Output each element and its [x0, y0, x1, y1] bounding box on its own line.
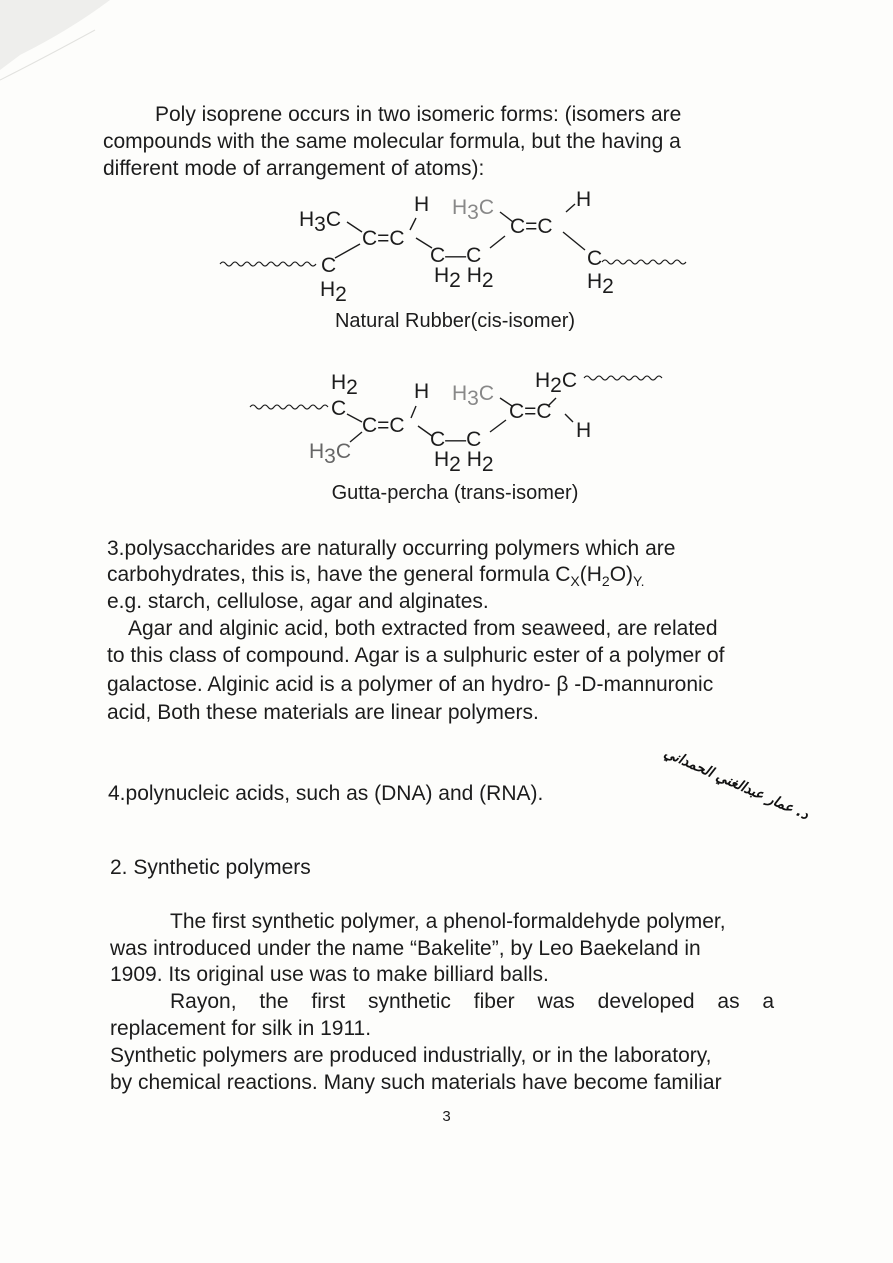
intro-line-1: Poly isoprene occurs in two isomeric forms: (isomers are — [155, 103, 682, 126]
c-eq-c-1: C=C — [362, 414, 405, 437]
polysaccharides-line-1: 3.polysaccharides are naturally occurring polymers which are — [107, 537, 676, 560]
bond — [350, 432, 362, 442]
h3c-low: H3C — [309, 440, 352, 468]
h2-mid: H2 H2 — [434, 448, 494, 476]
gutta-percha-structure — [0, 0, 893, 500]
synthetic-p1-line-3: 1909. Its original use was to make billiard balls. — [110, 963, 549, 986]
page-number: 3 — [442, 1108, 451, 1125]
handwritten-signature: د. عمار عبدالغني الحمداني — [661, 745, 811, 824]
c-eq-c-1: C=C — [362, 227, 405, 250]
agar-line-3: galactose. Alginic acid is a polymer of an hydro- β -D-mannuronic — [107, 673, 714, 696]
c-right: C — [587, 247, 603, 270]
agar-line-4: acid, Both these materials are linear polymers. — [107, 701, 539, 724]
h-right: H — [576, 419, 592, 442]
polysaccharides-line-2: carbohydrates, this is, have the general formula $C_X(H_2O)_{Y.}$ — [107, 563, 645, 590]
c-c: C—C — [430, 428, 482, 451]
synthetic-p3-line-1: Synthetic polymers are produced industrially, or in the laboratory, — [110, 1044, 712, 1067]
synthetic-p1-line-2: was introduced under the name “Bakelite”, by Leo Baekeland in — [110, 937, 701, 960]
h3c-mid: H3C — [452, 382, 495, 410]
intro-line-3: different mode of arrangement of atoms): — [103, 157, 485, 180]
c-left: C — [331, 397, 347, 420]
wavy-chain-right — [584, 376, 662, 380]
h-top: H — [414, 380, 430, 403]
h2-left: H2 — [320, 278, 347, 306]
c-left: C — [321, 254, 337, 277]
agar-line-1: Agar and alginic acid, both extracted from seaweed, are related — [128, 617, 718, 640]
bond — [490, 420, 506, 432]
synthetic-p3-line-2: by chemical reactions. Many such materials have become familiar — [110, 1071, 722, 1094]
c-eq-c-2: C=C — [510, 215, 553, 238]
synthetic-p2-line-2: replacement for silk in 1911. — [110, 1017, 372, 1040]
h-right: H — [576, 188, 592, 211]
h3c-mid: H3C — [452, 196, 495, 224]
h2-mid: H2 H2 — [434, 264, 494, 292]
h3c-left: H3C — [299, 208, 342, 236]
intro-line-2: compounds with the same molecular formula, but the having a — [103, 130, 681, 153]
h-top: H — [414, 193, 430, 216]
bond — [411, 406, 416, 418]
synthetic-heading: 2. Synthetic polymers — [110, 856, 311, 879]
h2-right: H2 — [587, 270, 614, 298]
natural-rubber-caption: Natural Rubber(cis-isomer) — [334, 310, 576, 332]
polysaccharides-line-3: e.g. starch, cellulose, agar and alginates. — [107, 590, 489, 613]
c-eq-c-2: C=C — [509, 400, 552, 423]
c-c: C—C — [430, 244, 482, 267]
synthetic-p1-line-1: The first synthetic polymer, a phenol-formaldehyde polymer, — [170, 910, 726, 933]
bond — [565, 414, 573, 422]
h2-top-left: H2 — [331, 371, 358, 399]
h2c-right: H2C — [535, 369, 578, 397]
agar-line-2: to this class of compound. Agar is a sulphuric ester of a polymer of — [107, 644, 725, 667]
polynucleic-line: 4.polynucleic acids, such as (DNA) and (RNA). — [108, 782, 544, 805]
synthetic-p2-line-1: Rayon, the first synthetic fiber was developed as a — [170, 990, 775, 1013]
bond — [347, 414, 362, 422]
gutta-percha-caption: Gutta-percha (trans-isomer) — [331, 482, 579, 504]
wavy-chain-left — [250, 405, 328, 409]
